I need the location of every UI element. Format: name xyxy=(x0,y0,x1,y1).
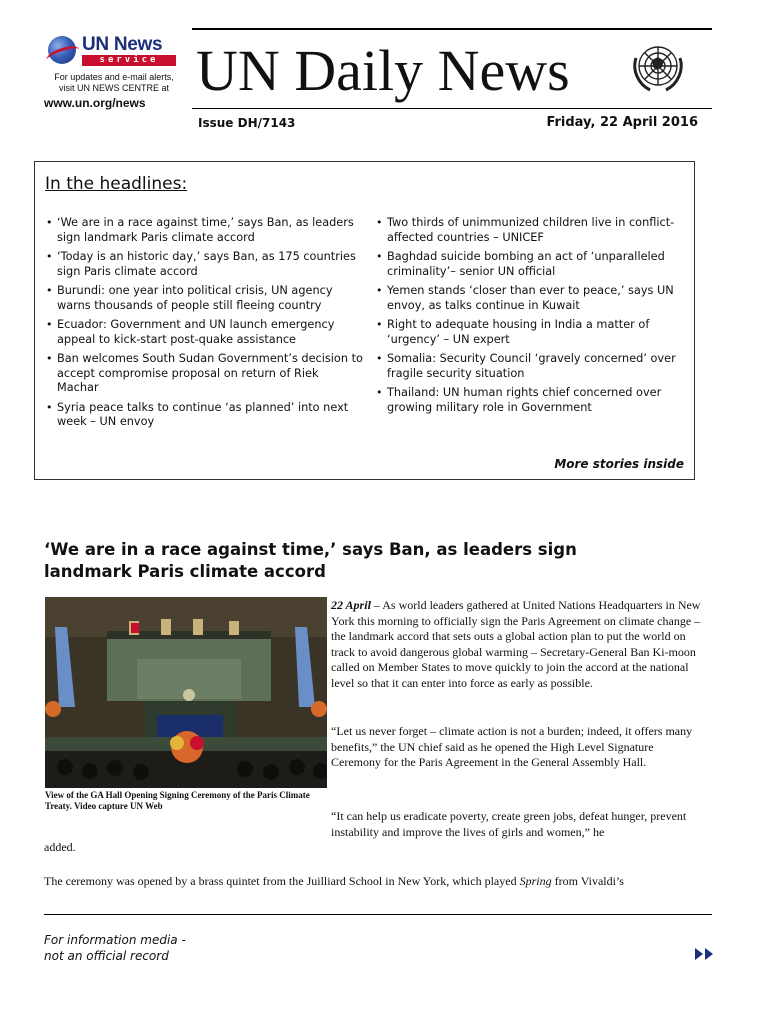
article-paragraph-2: “Let us never forget – climate action is not a burden; indeed, it offers many benefits,” the UN chief said as he opened the High Level Signature Ceremony for the Paris Agreement in the General Assembly Hall. xyxy=(331,724,693,769)
headline-item[interactable]: • ‘We are in a race against time,’ says Ban, as leaders sign landmark Paris climate accord xyxy=(45,216,363,245)
issue-number: Issue DH/7143 xyxy=(198,116,296,130)
footer-line2: not an official record xyxy=(44,949,169,963)
headline-item[interactable]: • Somalia: Security Council ‘gravely concerned’ over fragile security situation xyxy=(375,352,693,381)
footer-line1: For information media - xyxy=(44,933,186,947)
masthead-bottom-rule xyxy=(192,108,712,109)
news-url-link[interactable]: www.un.org/news xyxy=(44,96,146,110)
headline-item[interactable]: • Yemen stands ‘closer than ever to peace,’ says UN envoy, as talks continue in Kuwait xyxy=(375,284,693,313)
headline-item[interactable]: • Right to adequate housing in India a matter of ‘urgency’ – UN expert xyxy=(375,318,693,347)
un-news-service-logo xyxy=(44,34,184,110)
headlines-list-left xyxy=(45,216,363,435)
logo-title: UN News xyxy=(82,34,163,55)
un-emblem-icon xyxy=(628,38,688,98)
headline-item[interactable]: • Burundi: one year into political crisis, UN agency warns thousands of people still fleeing country xyxy=(45,284,363,313)
article-photo xyxy=(45,597,327,788)
headline-item[interactable]: • ‘Today is an historic day,’ says Ban, as 175 countries sign Paris climate accord xyxy=(45,250,363,279)
logo-note-line1: For updates and e-mail alerts, xyxy=(54,72,174,82)
footer-note xyxy=(44,932,186,964)
issue-date: Friday, 22 April 2016 xyxy=(546,115,698,130)
headline-item[interactable]: • Ecuador: Government and UN launch emergency appeal to kick-start post-quake assistance xyxy=(45,318,363,347)
masthead-top-rule xyxy=(192,28,712,30)
article-paragraph-4-emphasis: Spring xyxy=(519,874,552,888)
headline-item[interactable]: • Baghdad suicide bombing an act of ‘unparalleled criminality’– senior UN official xyxy=(375,250,693,279)
article-paragraph-4-text-b: from Vivaldi’s xyxy=(551,874,624,888)
logo-note xyxy=(44,72,184,94)
headline-item[interactable]: • Thailand: UN human rights chief concerned over growing military role in Government xyxy=(375,386,693,415)
article-paragraph-1-text: – As world leaders gathered at United Nations Headquarters in New York this morning to officially sign the Paris Agreement on climate change – the landmark accord that sets outs a global action plan to put the world on track to avoid dangerous global warming – Secretary-General Ban Ki-moon called on Member States to move quickly to join the accord at the national level so that it can enter into force as early as possible. xyxy=(331,598,701,690)
photo-caption: View of the GA Hall Opening Signing Ceremony of the Paris Climate Treaty. Video capture UN Web xyxy=(45,790,310,811)
article-paragraph-3-end: added. xyxy=(44,840,76,854)
headline-item[interactable]: • Two thirds of unimmunized children live in conflict-affected countries – UNICEF xyxy=(375,216,693,245)
article-paragraph-3: “It can help us eradicate poverty, create green jobs, defeat hunger, prevent instability and improve the lives of girls and women,” he xyxy=(331,809,687,839)
logo-note-line2: visit UN NEWS CENTRE at xyxy=(58,83,169,93)
headlines-list-right xyxy=(375,216,693,420)
article-paragraph-4-text-a: The ceremony was opened by a brass quintet from the Juilliard School in New York, which played xyxy=(44,874,520,888)
masthead-title: UN Daily News xyxy=(196,38,570,103)
article-title: ‘We are in a race against time,’ says Ban, as leaders sign landmark Paris climate accord xyxy=(44,540,577,581)
article-paragraph-4 xyxy=(44,874,704,890)
logo-service-label: service xyxy=(82,55,176,66)
headlines-title: In the headlines: xyxy=(45,174,188,194)
headline-item[interactable]: • Syria peace talks to continue ‘as planned’ into next week – UN envoy xyxy=(45,401,363,430)
double-arrow-right-icon[interactable] xyxy=(695,947,715,961)
article-paragraph-1 xyxy=(331,598,701,691)
more-stories-link[interactable]: More stories inside xyxy=(554,457,684,471)
article-dateline: 22 April xyxy=(331,598,371,612)
footer-rule xyxy=(44,914,712,915)
headlines-box xyxy=(34,161,695,480)
headline-item[interactable]: • Ban welcomes South Sudan Government’s decision to accept compromise proposal on return of Riek Machar xyxy=(45,352,363,396)
